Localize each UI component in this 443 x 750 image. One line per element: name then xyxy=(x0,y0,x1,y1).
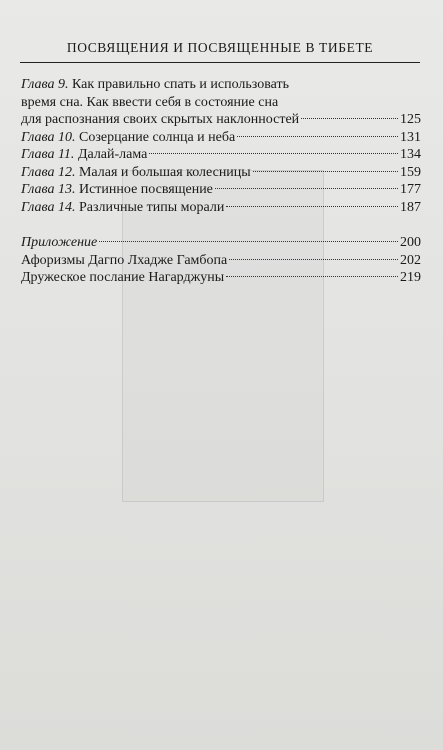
chapter-title-line-3: для распознания своих скрытых наклонностей xyxy=(21,112,300,127)
chapter-label: Глава 11. xyxy=(21,147,75,162)
table-of-contents xyxy=(21,76,421,287)
page-number: 177 xyxy=(400,182,421,197)
section-gap xyxy=(21,216,421,234)
chapter-title: Малая и большая колесницы xyxy=(78,164,251,180)
toc-entry-appendix[interactable] xyxy=(21,234,421,252)
dot-leader xyxy=(237,136,398,137)
page-number: 131 xyxy=(400,129,421,145)
page-number: 125 xyxy=(400,112,421,127)
chapter-title: Созерцание солнца и неба xyxy=(78,129,236,145)
chapter-title: Истинное посвящение xyxy=(78,182,213,197)
chapter-title-line-2: время сна. Как ввести себя в состояние сна xyxy=(21,94,279,110)
header-rule xyxy=(20,62,420,63)
toc-entry-chapter-14[interactable] xyxy=(21,199,421,217)
chapter-label: Глава 14. xyxy=(21,199,76,215)
toc-entry-chapter-12[interactable] xyxy=(21,164,421,182)
dot-leader xyxy=(215,188,398,189)
appendix-item-title: Дружеское послание Нагарджуны xyxy=(21,270,225,285)
page-number: 187 xyxy=(400,199,421,215)
toc-entry-chapter-9[interactable] xyxy=(21,76,421,129)
dot-leader xyxy=(149,153,398,154)
toc-entry-chapter-11[interactable] xyxy=(21,146,421,164)
chapter-label: Глава 9. xyxy=(21,77,69,92)
toc-entry-appendix-item-2[interactable] xyxy=(21,269,421,287)
page-number: 219 xyxy=(400,270,421,285)
toc-entry-chapter-13[interactable] xyxy=(21,181,421,199)
chapter-label: Глава 12. xyxy=(21,164,76,180)
chapter-label: Глава 10. xyxy=(21,129,76,145)
dot-leader xyxy=(226,276,398,277)
dot-leader xyxy=(253,171,398,172)
appendix-label: Приложение xyxy=(21,235,98,250)
page-number: 134 xyxy=(400,147,421,162)
chapter-title: Различные типы морали xyxy=(78,199,225,215)
chapter-label: Глава 13. xyxy=(21,182,76,197)
dot-leader xyxy=(99,241,398,242)
dot-leader xyxy=(301,118,398,119)
appendix-item-title: Афоризмы Дагпо Лхадже Гамбопа xyxy=(21,252,228,268)
page-number: 200 xyxy=(400,235,421,250)
dot-leader xyxy=(229,259,398,260)
toc-entry-appendix-item-1[interactable] xyxy=(21,252,421,270)
dot-leader xyxy=(226,206,398,207)
running-header: ПОСВЯЩЕНИЯ И ПОСВЯЩЕННЫЕ В ТИБЕТЕ xyxy=(66,40,374,55)
page-number: 202 xyxy=(400,252,421,268)
chapter-title-line-1: Как правильно спать и использовать xyxy=(71,77,289,92)
page-number: 159 xyxy=(400,164,421,180)
bleed-through-text xyxy=(30,515,415,745)
chapter-title: Далай-лама xyxy=(77,147,148,162)
toc-entry-chapter-10[interactable] xyxy=(21,129,421,147)
